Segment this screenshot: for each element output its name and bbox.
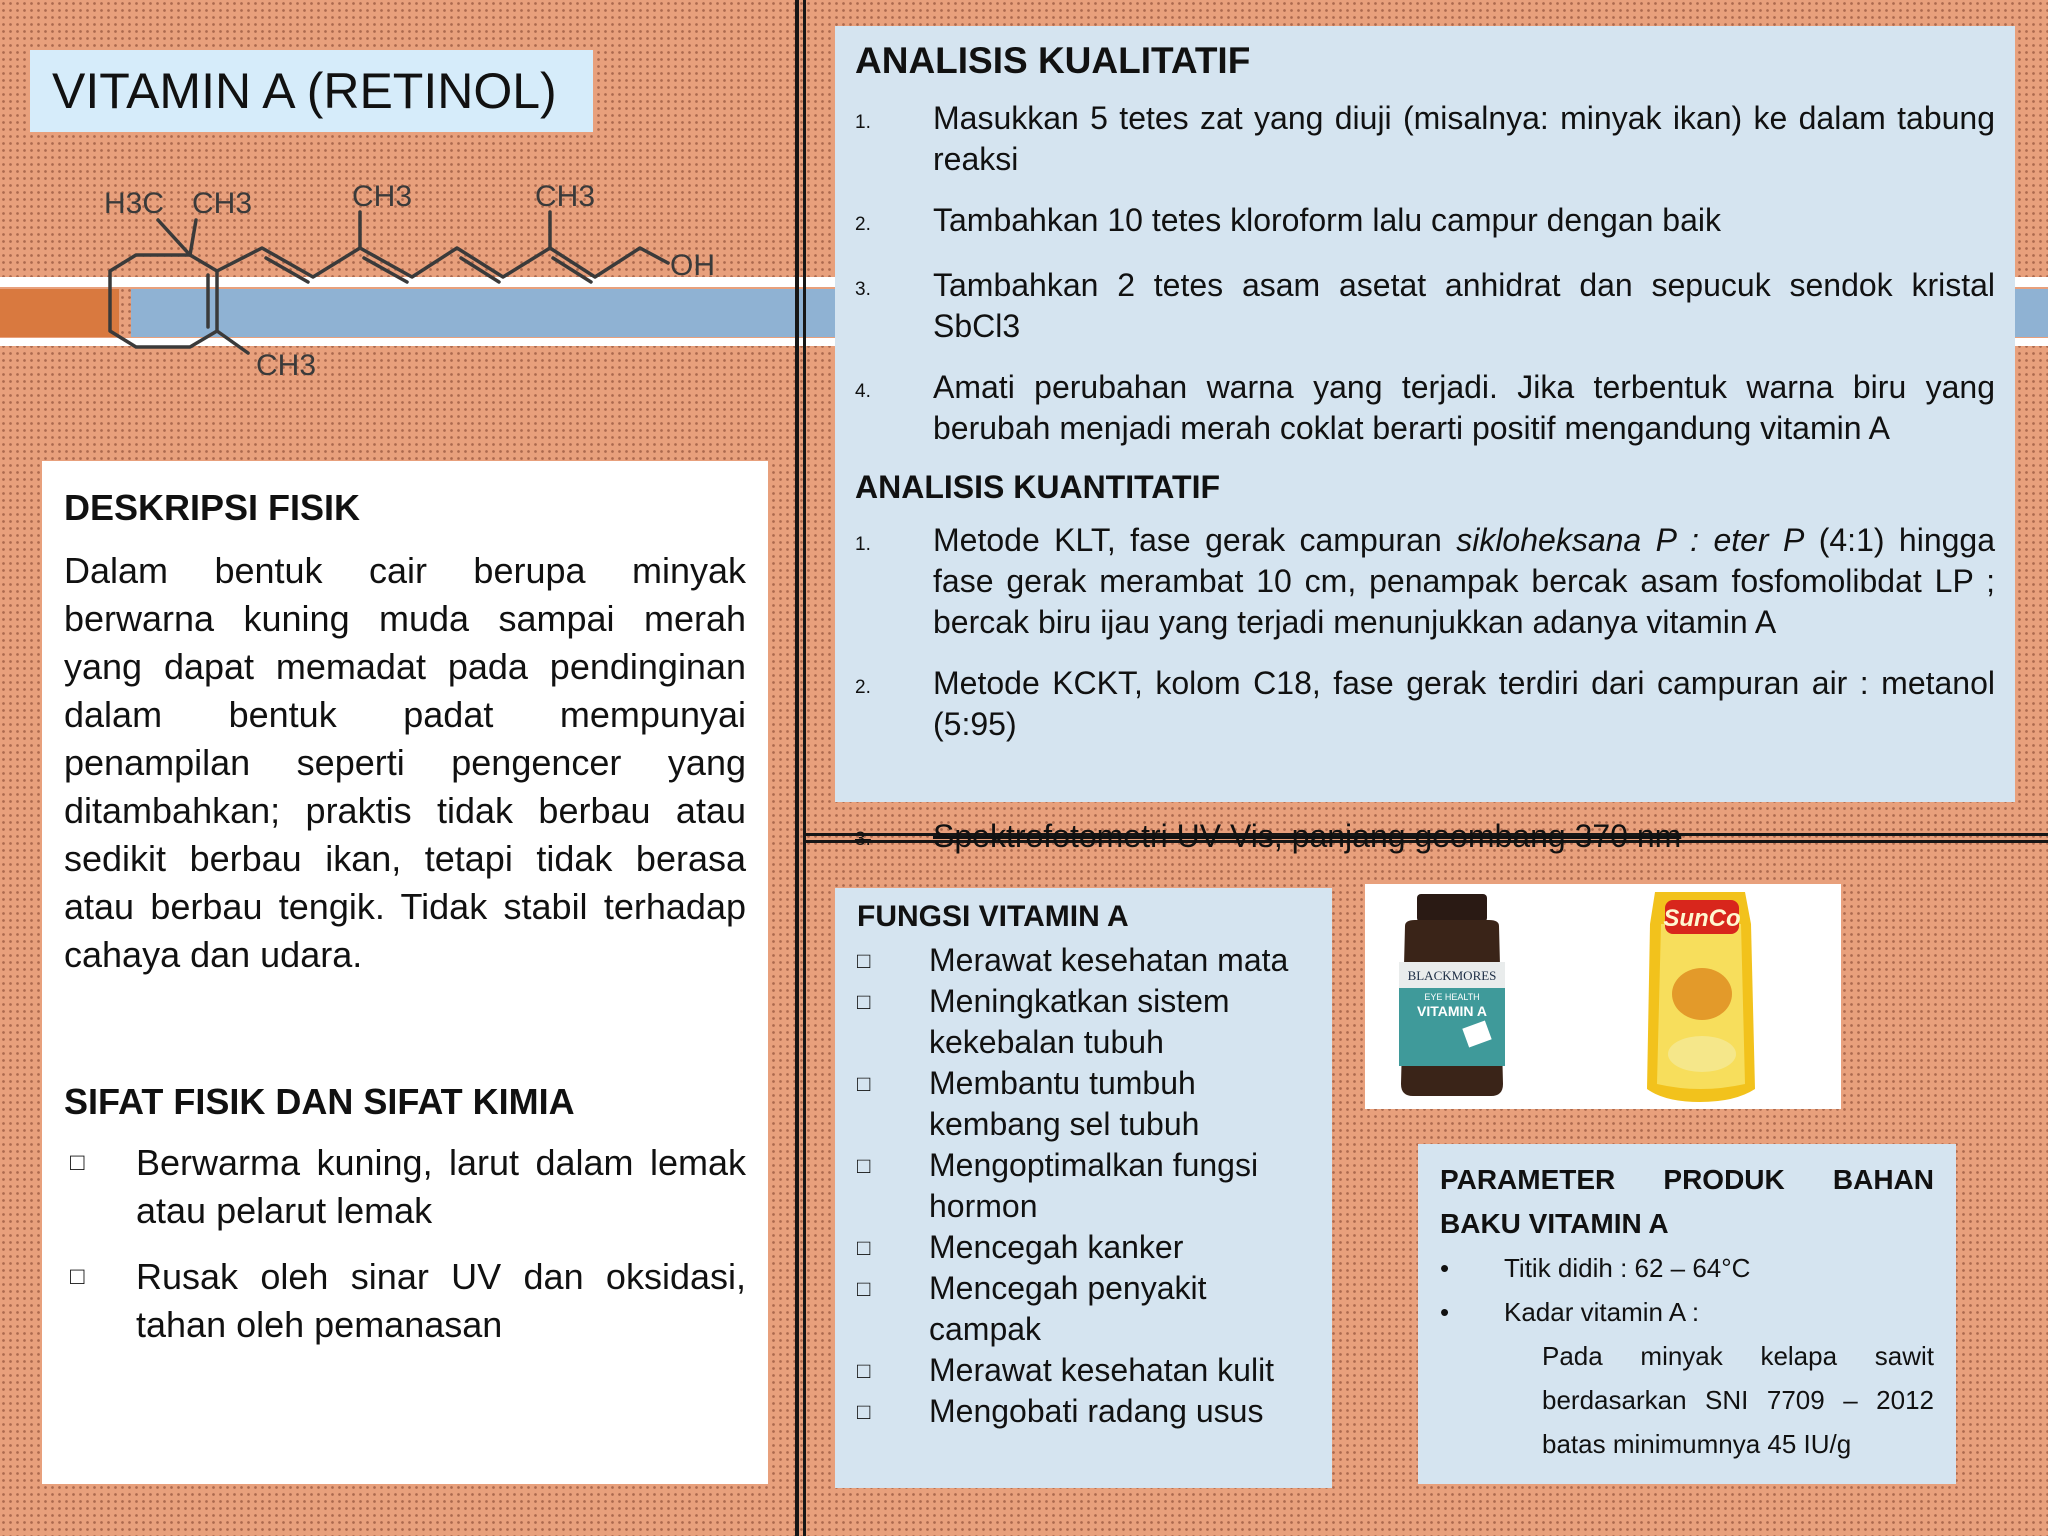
parameter-list [1440, 1246, 1934, 1334]
label-oh: OH [670, 249, 715, 282]
list-item: □ Mengoptimalkan fungsi hormon [857, 1145, 1310, 1227]
list-item: 1. Metode KLT, fase gerak campuran sikloheksana P : eter P (4:1) hingga fase gerak merambat 10 cm, penampak bercak asam fosfomolibdat LP ; bercak biru ijau yang terjadi menunjukkan adanya vitamin A [855, 522, 1996, 640]
square-bullet-icon: □ [857, 1399, 871, 1424]
bottle-sub: EYE HEALTH [1424, 992, 1480, 1002]
deskripsi-text: Dalam bentuk cair berupa minyak berwarna kuning muda sampai merah yang dapat memadat pada pendinginan dalam bentuk padat mempunyai penampilan seperti pengencer yang ditambahkan; praktis tidak berbau atau sedikit berbau ikan, tetapi tidak berasa atau berbau tengik. Tidak stabil terhadap cahaya dan udara. [64, 550, 746, 975]
square-bullet-icon: □ [857, 1276, 871, 1301]
bottle-brand: BLACKMORES [1407, 968, 1497, 983]
page-title: VITAMIN A (RETINOL) [30, 50, 593, 132]
product-photos [1365, 884, 1841, 1109]
label-ch3-ring: CH3 [256, 349, 317, 382]
fungsi-list [857, 940, 1310, 1432]
bullet-icon: • [1440, 1297, 1450, 1327]
parameter-heading: PARAMETER PRODUK BAHAN BAKU VITAMIN A [1440, 1164, 1934, 1239]
square-bullet-icon: □ [857, 1153, 871, 1178]
vitamin-bottle-image [1399, 894, 1505, 1096]
square-bullet-icon: □ [70, 1149, 85, 1176]
list-item: □ Meningkatkan sistem kekebalan tubuh [857, 981, 1310, 1063]
pouch-brand: SunCo [1663, 905, 1741, 932]
kualitatif-heading: ANALISIS KUALITATIF [855, 40, 1251, 81]
vertical-divider [795, 0, 799, 1536]
list-item: □ Berwarma kuning, larut dalam lemak atau pelarut lemak [64, 1139, 746, 1235]
list-item: • Kadar vitamin A : [1440, 1290, 1934, 1334]
list-item: □ Merawat kesehatan mata [857, 940, 1310, 981]
cooking-oil-pouch-image [1647, 892, 1755, 1102]
list-item: □ Mengobati radang usus [857, 1391, 1310, 1432]
functions-panel [835, 888, 1332, 1488]
fungsi-heading: FUNGSI VITAMIN A [857, 900, 1129, 933]
side-chain [217, 248, 668, 277]
label-ch3-right: CH3 [535, 180, 596, 213]
sifat-list [64, 1139, 746, 1349]
list-item: 2. Metode KCKT, kolom C18, fase gerak terdiri dari campuran air : metanol (5:95) [855, 665, 1995, 742]
label-ch3-mid: CH3 [352, 180, 413, 213]
kuantitatif-heading: ANALISIS KUANTITATIF [855, 469, 1220, 505]
square-bullet-icon: □ [857, 1235, 871, 1260]
square-bullet-icon: □ [857, 948, 871, 973]
label-ch3-gem: CH3 [192, 187, 253, 220]
parameter-panel [1418, 1144, 1956, 1484]
list-item: □ Mencegah kanker [857, 1227, 1310, 1268]
product-illustration [1365, 884, 1841, 1109]
list-item: 1. Masukkan 5 tetes zat yang diuji (misalnya: minyak ikan) ke dalam tabung reaksi [855, 100, 1995, 177]
vertical-divider-inner [803, 0, 806, 1536]
list-item: 4. Amati perubahan warna yang terjadi. Jika terbentuk warna biru yang berubah menjadi merah coklat berarti positif mengandung vitamin A [855, 369, 1995, 446]
physical-description-panel [42, 461, 768, 1484]
retinol-structure-diagram [100, 180, 740, 390]
list-item: □ Mencegah penyakit campak [857, 1268, 1310, 1350]
sifat-heading: SIFAT FISIK DAN SIFAT KIMIA [64, 1081, 575, 1122]
kuantitatif-list [855, 520, 1995, 745]
kuantitatif-item-3-overflow: 3. Spektrofotometri UV Vis, panjang geombang 370 nm [855, 818, 1682, 854]
list-item: 2. Tambahkan 10 tetes kloroform lalu campur dengan baik [855, 202, 1721, 238]
square-bullet-icon: □ [857, 1071, 871, 1096]
bottle-product: VITAMIN A [1417, 1003, 1487, 1019]
bullet-icon: • [1440, 1253, 1450, 1283]
list-item: □ Merawat kesehatan kulit [857, 1350, 1310, 1391]
square-bullet-icon: □ [857, 989, 871, 1014]
list-item: □ Rusak oleh sinar UV dan oksidasi, tahan oleh pemanasan [64, 1253, 746, 1349]
ring-bonds [110, 255, 217, 347]
square-bullet-icon: □ [857, 1358, 871, 1383]
list-item: □ Membantu tumbuh kembang sel tubuh [857, 1063, 1310, 1145]
deskripsi-heading: DESKRIPSI FISIK [64, 487, 361, 528]
list-item: 3. Tambahkan 2 tetes asam asetat anhidrat dan sepucuk sendok kristal SbCl3 [855, 267, 1995, 344]
square-bullet-icon: □ [70, 1263, 85, 1290]
parameter-sub-text: Pada minyak kelapa sawit berdasarkan SNI 7709 – 2012 batas minimumnya 45 IU/g [1542, 1341, 1934, 1459]
analysis-panel [835, 26, 2015, 802]
list-item: • Titik didih : 62 – 64°C [1440, 1246, 1934, 1290]
kualitatif-list [855, 98, 1995, 449]
label-h3c: H3C [104, 187, 165, 220]
